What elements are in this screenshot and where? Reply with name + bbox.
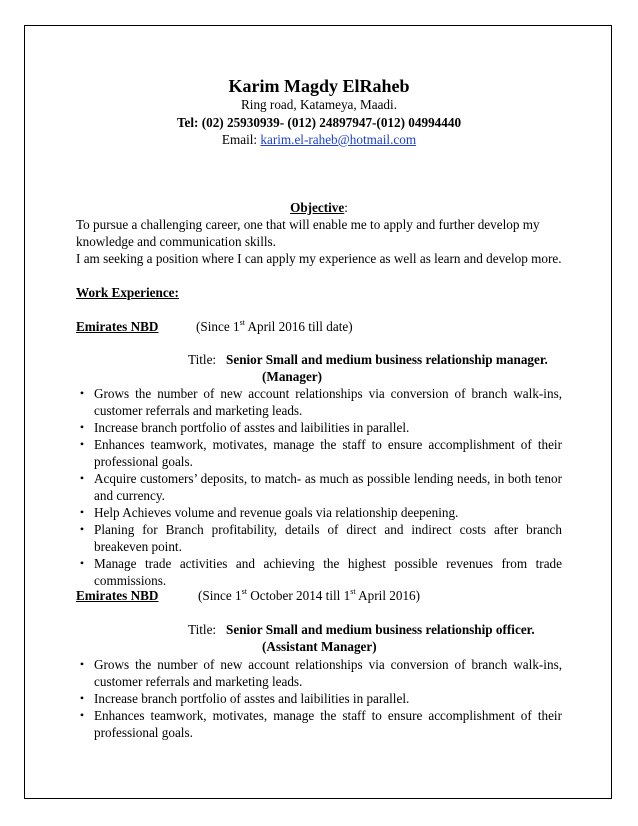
objective-heading [0,199,638,216]
list-item [76,385,562,419]
bullet-icon: • [79,522,85,536]
bullet-text: Grows the number of new account relationships via conversion of branch walk-ins, customer referrals and marketing leads. [94,386,562,418]
job-1-dates-sup: st [239,317,245,327]
job-1-dates-rest: April 2016 till date) [244,319,353,334]
bullet-icon: • [79,657,85,671]
list-item [76,436,562,470]
job-2-title-label: Title: [188,622,217,637]
address: Ring road, Katameya, Maadi. [240,97,397,112]
job-2-dates [198,587,420,604]
list-item [76,419,562,436]
job-1-title-row [188,351,548,368]
email-label: Email: [221,132,261,147]
bullet-text: Grows the number of new account relationships via conversion of branch walk-ins, customer referrals and marketing leads. [94,657,562,689]
job-1-dates [196,318,353,335]
bullet-text: Increase branch portfolio of asstes and laibilities in parallel. [94,691,410,706]
bullet-icon: • [79,505,85,519]
job-2-company: Emirates NBD [76,588,159,603]
bullet-icon: • [79,386,85,400]
list-item [76,504,562,521]
bullet-text: Manage trade activities and achieving the highest possible revenues from trade commissions. [94,556,562,588]
job-1-dates-prefix: (Since 1 [196,319,240,334]
job-1-company: Emirates NBD [76,319,159,334]
work-experience-heading: Work Experience: [76,285,179,300]
list-item [76,521,562,555]
email-line [0,131,638,148]
bullet-icon: • [79,471,85,485]
candidate-name: Karim Magdy ElRaheb [228,76,410,96]
job-2-title: Senior Small and medium business relationship officer. [226,622,535,637]
job-2-title-row [188,621,535,638]
job-1-bullets [76,385,562,589]
bullet-text: Increase branch portfolio of asstes and laibilities in parallel. [94,420,410,435]
bullet-icon: • [79,556,85,570]
bullet-text: Help Achieves volume and revenue goals via relationship deepening. [94,505,459,520]
bullet-icon: • [79,420,85,434]
job-2-bullets [76,656,562,741]
job-2-dates-prefix: (Since 1 [198,588,242,603]
bullet-icon: • [79,437,85,451]
job-1-title: Senior Small and medium business relationship manager. [226,352,548,367]
bullet-icon: • [79,708,85,722]
objective-line-3: I am seeking a position where I can apply my experience as well as learn and develop more. [76,251,562,266]
objective-heading-text: Objective [290,200,345,215]
objective-heading-colon: : [344,200,348,215]
objective-line-1: To pursue a challenging career, one that will enable me to apply and further develop my [76,217,540,232]
bullet-text: Enhances teamwork, motivates, manage the staff to ensure accomplishment of their professional goals. [94,708,562,740]
job-1-title-label: Title: [188,352,217,367]
job-2-level: (Assistant Manager) [262,639,377,654]
bullet-text: Enhances teamwork, motivates, manage the staff to ensure accomplishment of their professional goals. [94,437,562,469]
bullet-text: Planing for Branch profitability, details of direct and indirect costs after branch breakeven point. [94,522,562,554]
list-item [76,707,562,741]
list-item [76,690,562,707]
email-link[interactable]: karim.el-raheb@hotmail.com [260,132,417,147]
objective-line-2: knowledge and communication skills. [76,234,276,249]
list-item [76,555,562,589]
job-1-level: (Manager) [262,369,323,384]
job-2-dates-sup2: st [350,586,356,596]
job-2-dates-sup: st [241,586,247,596]
bullet-text: Acquire customers’ deposits, to match- as much as possible lending needs, in both tenor and currency. [94,471,562,503]
job-2-dates-mid: October 2014 till 1 [246,588,351,603]
telephone: Tel: (02) 25930939- (012) 24897947-(012) 04994440 [176,115,462,130]
job-2-dates-suffix: April 2016) [355,588,421,603]
list-item [76,470,562,504]
bullet-icon: • [79,691,85,705]
list-item [76,656,562,690]
